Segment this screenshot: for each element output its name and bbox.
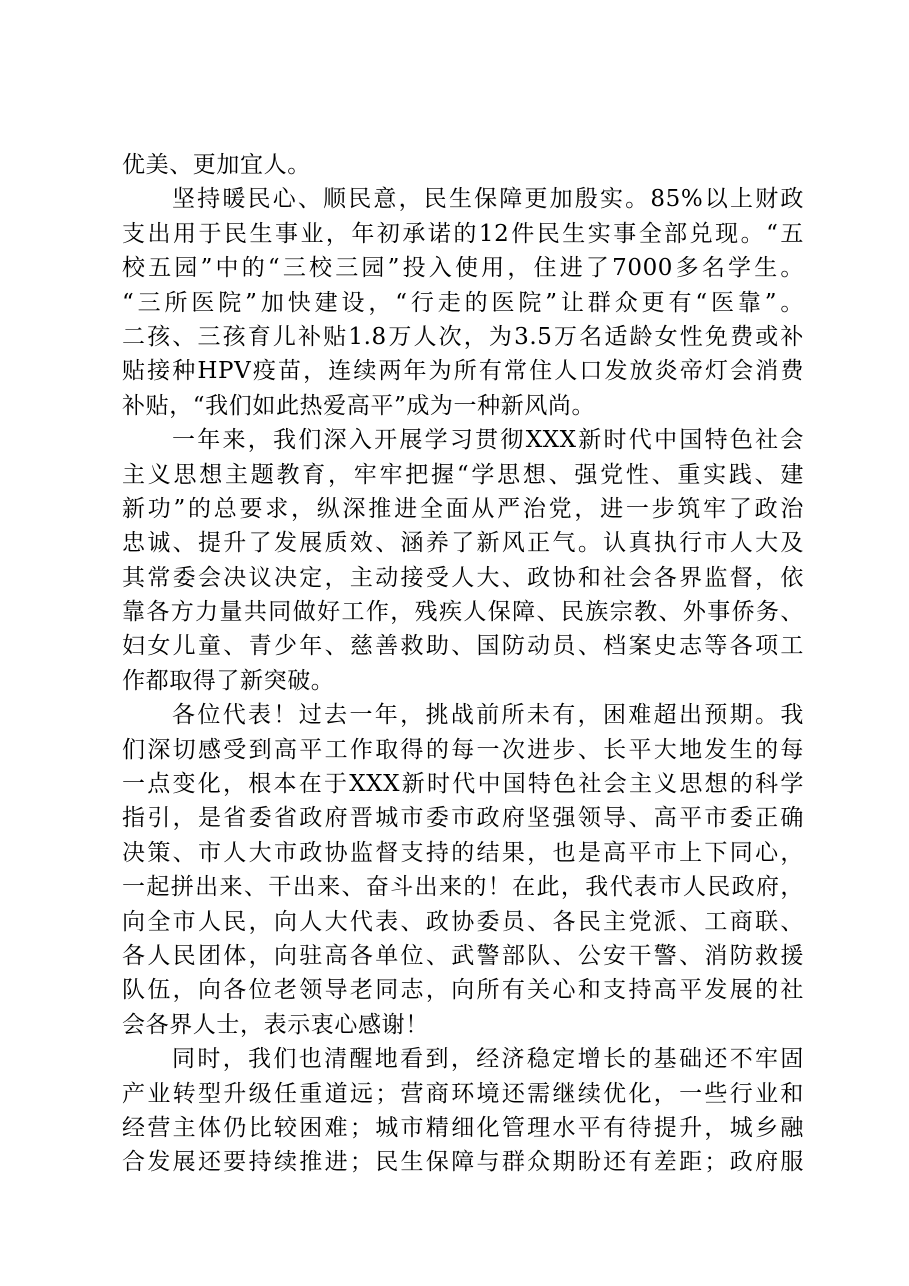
text-line: 会各界人士，表示衷心感谢！	[122, 1011, 429, 1038]
body-text	[122, 148, 804, 1180]
text-line: 坚持暖民心、顺民意，民生保障更加殷实。85%以上财政	[172, 186, 804, 213]
text-line: 合发展还要持续推进；民生保障与群众期盼还有差距；政府服	[122, 1149, 804, 1176]
text-line: 指引，是省委省政府晋城市委市政府坚强领导、高平市委正确	[122, 805, 804, 832]
text-line: 妇女儿童、青少年、慈善救助、国防动员、档案史志等各项工	[122, 633, 804, 660]
text-line: 支出用于民生事业，年初承诺的12件民生实事全部兑现。“五	[122, 220, 804, 247]
text-line: 向全市人民，向人大代表、政协委员、各民主党派、工商联、	[122, 908, 804, 935]
text-line: 优美、更加宜人。	[122, 152, 311, 178]
text-line: 一年来，我们深入开展学习贯彻XXX新时代中国特色社会	[172, 427, 804, 454]
text-line: 忠诚、提升了发展质效、涵养了新风正气。认真执行市人大及	[122, 530, 804, 557]
text-line: 作都取得了新突破。	[122, 667, 335, 694]
text-line: 经营主体仍比较困难；城市精细化管理水平有待提升，城乡融	[122, 1114, 804, 1141]
text-line: “三所医院”加快建设，“行走的医院”让群众更有“医靠”。	[122, 289, 804, 316]
text-line: 新功”的总要求，纵深推进全面从严治党，进一步筑牢了政治	[122, 495, 804, 522]
text-line: 主义思想主题教育，牢牢把握“学思想、强党性、重实践、建	[122, 461, 804, 488]
text-line: 各位代表！过去一年，挑战前所未有，困难超出预期。我	[172, 702, 804, 729]
text-line: 队伍，向各位老领导老同志，向所有关心和支持高平发展的社	[122, 977, 804, 1004]
text-line: 校五园”中的“三校三园”投入使用，住进了7000多名学生。	[122, 255, 804, 282]
text-line: 决策、市人大市政协监督支持的结果，也是高平市上下同心，	[122, 839, 804, 866]
text-line: 补贴，“我们如此热爱高平”成为一种新风尚。	[122, 392, 596, 419]
text-line: 一点变化，根本在于XXX新时代中国特色社会主义思想的科学	[122, 771, 804, 798]
text-line: 二孩、三孩育儿补贴1.8万人次，为3.5万名适龄女性免费或补	[122, 323, 804, 350]
text-line: 其常委会决议决定，主动接受人大、政协和社会各界监督，依	[122, 564, 804, 591]
text-line: 们深切感受到高平工作取得的每一次进步、长平大地发生的每	[122, 736, 804, 763]
text-line: 一起拼出来、干出来、奋斗出来的！在此，我代表市人民政府，	[122, 874, 804, 901]
text-line: 各人民团体，向驻高各单位、武警部队、公安干警、消防救援	[122, 942, 804, 969]
text-line: 贴接种HPV疫苗，连续两年为所有常住人口发放炎帝灯会消费	[122, 358, 804, 385]
text-line: 产业转型升级任重道远；营商环境还需继续优化，一些行业和	[122, 1080, 804, 1107]
text-line: 靠各方力量共同做好工作，残疾人保障、民族宗教、外事侨务、	[122, 599, 804, 626]
text-line: 同时，我们也清醒地看到，经济稳定增长的基础还不牢固	[172, 1046, 804, 1073]
